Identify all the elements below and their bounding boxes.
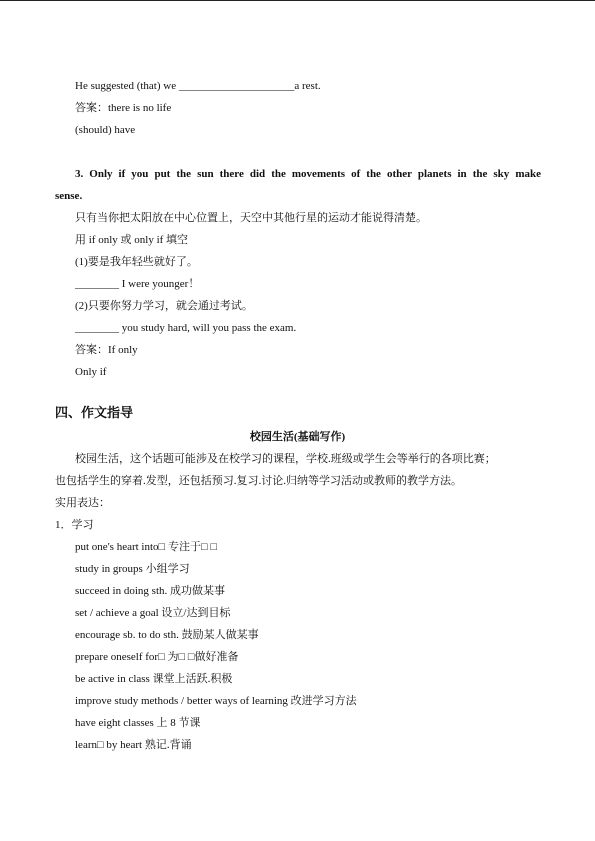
- section4-intro-line1: 校园生活，这个话题可能涉及在校学习的课程，学校.班级或学生会等举行的各项比赛；: [75, 453, 496, 465]
- item3-q2-cn: (2)只要你努力学习，就会通过考试。: [75, 300, 253, 312]
- phrase-item: prepare oneself for□ 为□ □做好准备: [75, 651, 239, 663]
- item3-q1-cn: (1)要是我年轻些就好了。: [75, 256, 198, 268]
- section4-heading: 四、作文指导: [55, 406, 134, 421]
- section4-intro-line2: 也包括学生的穿着.发型，还包括预习.复习.讨论.归纳等学习活动或教师的教学方法。: [55, 475, 462, 487]
- item3-answer-2: Only if: [75, 366, 107, 378]
- item3-answer-1: 答案：If only: [75, 344, 138, 356]
- page-top-rule: [0, 0, 595, 1]
- phrase-item: learn□ by heart 熟记.背诵: [75, 739, 192, 751]
- phrase-item: succeed in doing sth. 成功做某事: [75, 585, 226, 597]
- phrase-item: improve study methods / better ways of learning 改进学习方法: [75, 695, 357, 707]
- example-sentence: He suggested (that) we _____________________a rest.: [75, 80, 321, 92]
- phrase-item: put one's heart into□ 专注于□ □: [75, 541, 217, 553]
- section4-practical: 实用表达：: [55, 497, 110, 509]
- item3-translation: 只有当你把太阳放在中心位置上，天空中其他行星的运动才能说得清楚。: [75, 212, 427, 224]
- phrase-item: have eight classes 上 8 节课: [75, 717, 201, 729]
- section4-sub1: 1．学习: [55, 519, 94, 531]
- item3-q2-en: ________ you study hard, will you pass the exam.: [75, 322, 297, 334]
- phrase-item: set / achieve a goal 设立/达到目标: [75, 607, 231, 619]
- item3-title-line1: 3. Only if you put the sun there did the movements of the other planets in the sky make: [75, 168, 541, 180]
- phrase-item: be active in class 课堂上活跃.积极: [75, 673, 233, 685]
- example-answer-1: 答案：there is no life: [75, 102, 172, 114]
- item3-q1-en: ________ I were younger！: [75, 278, 200, 290]
- section4-title: 校园生活(基础写作): [249, 431, 346, 443]
- item3-title-line2: sense.: [55, 190, 83, 202]
- example-answer-2: (should) have: [75, 124, 136, 136]
- phrase-item: encourage sb. to do sth. 鼓励某人做某事: [75, 629, 259, 641]
- phrase-item: study in groups 小组学习: [75, 563, 190, 575]
- item3-instruction: 用 if only 或 only if 填空: [75, 234, 189, 246]
